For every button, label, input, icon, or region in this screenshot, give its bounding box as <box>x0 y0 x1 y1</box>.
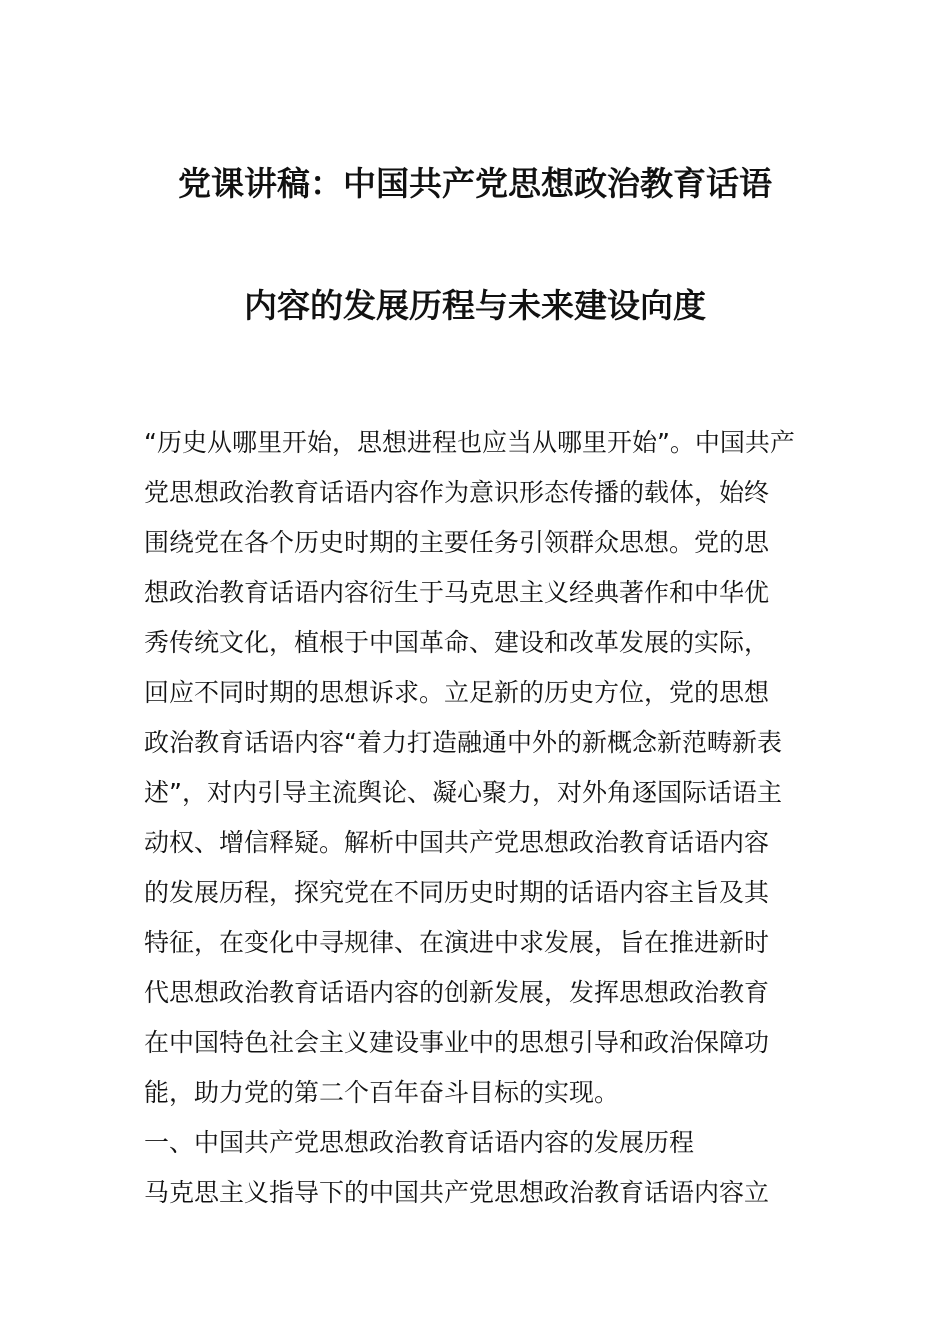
body-line: 能，助力党的第二个百年奋斗目标的实现。 <box>144 1078 620 1107</box>
body-line: 政治教育话语内容“着力打造融通中外的新概念新范畴新表 <box>144 728 782 757</box>
body-line: 动权、增信释疑。解析中国共产党思想政治教育话语内容 <box>144 828 770 857</box>
body-line: 特征，在变化中寻规律、在演进中求发展，旨在推进新时 <box>144 928 770 957</box>
body-line: 的发展历程，探究党在不同历史时期的话语内容主旨及其 <box>144 878 770 907</box>
body-line: 党思想政治教育话语内容作为意识形态传播的载体，始终 <box>144 478 770 507</box>
body-line: “历史从哪里开始，思想进程也应当从哪里开始”。中国共产 <box>144 428 795 457</box>
body-line: 马克思主义指导下的中国共产党思想政治教育话语内容立 <box>144 1178 770 1207</box>
body-line: 围绕党在各个历史时期的主要任务引领群众思想。党的思 <box>144 528 770 557</box>
body-line: 想政治教育话语内容衍生于马克思主义经典著作和中华优 <box>144 578 770 607</box>
document-title-line-2: 内容的发展历程与未来建设向度 <box>244 286 706 325</box>
body-line: 在中国特色社会主义建设事业中的思想引导和政治保障功 <box>144 1028 770 1057</box>
body-line: 代思想政治教育话语内容的创新发展，发挥思想政治教育 <box>144 978 770 1007</box>
body-line: 述”，对内引导主流舆论、凝心聚力，对外角逐国际话语主 <box>144 778 782 807</box>
body-line: 回应不同时期的思想诉求。立足新的历史方位，党的思想 <box>144 678 770 707</box>
section-heading: 一、中国共产党思想政治教育话语内容的发展历程 <box>144 1128 695 1157</box>
document-title-line-1: 党课讲稿：中国共产党思想政治教育话语 <box>178 164 772 203</box>
document-body <box>144 418 810 1218</box>
body-line: 秀传统文化，植根于中国革命、建设和改革发展的实际， <box>144 628 770 657</box>
